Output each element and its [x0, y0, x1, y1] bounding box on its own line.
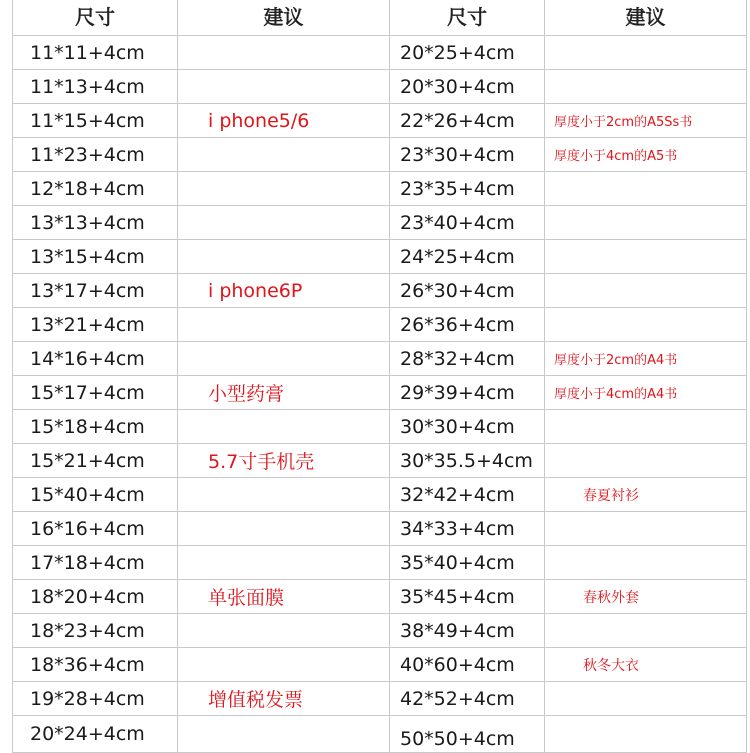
right-size-cell [390, 444, 545, 478]
left-size-cell: 11*11+4cm [13, 36, 178, 70]
table-row [13, 614, 747, 648]
right-size-text: 23*30+4cm [400, 143, 515, 166]
right-size-text: 26*36+4cm [400, 313, 515, 336]
right-suggestion-cell [545, 240, 747, 274]
table-row [13, 172, 747, 206]
right-size-cell [390, 70, 545, 104]
right-suggestion-cell [545, 682, 747, 716]
table-row [13, 274, 747, 308]
header-suggestion-right: 建议 [545, 0, 747, 36]
left-suggestion-cell: 5.7寸手机壳 [178, 444, 390, 478]
size-suggestion-table [12, 0, 747, 753]
left-size-cell: 15*17+4cm [13, 376, 178, 410]
table-row [13, 546, 747, 580]
left-size-cell: 16*16+4cm [13, 512, 178, 546]
right-suggestion-cell: 春秋外套 [545, 580, 747, 614]
left-size-cell: 13*13+4cm [13, 206, 178, 240]
right-size-cell [390, 410, 545, 444]
right-suggestion-cell [545, 716, 747, 753]
right-suggestion-cell [545, 512, 747, 546]
right-size-text: 35*45+4cm [400, 585, 515, 608]
left-suggestion-cell [178, 512, 390, 546]
left-suggestion-cell [178, 240, 390, 274]
table-row [13, 240, 747, 274]
right-suggestion-cell: 厚度小于2cm的A4书 [545, 342, 747, 376]
right-size-cell [390, 342, 545, 376]
left-suggestion-cell: 增值税发票 [178, 682, 390, 716]
left-suggestion-cell [178, 410, 390, 444]
header-row [13, 0, 747, 36]
left-size-cell: 11*13+4cm [13, 70, 178, 104]
table-row [13, 444, 747, 478]
left-suggestion-cell [178, 614, 390, 648]
left-suggestion-cell [178, 70, 390, 104]
right-size-text: 24*25+4cm [400, 245, 515, 268]
header-size-right: 尺寸 [390, 0, 545, 36]
right-suggestion-cell: 厚度小于2cm的A5Ss书 [545, 104, 747, 138]
right-size-cell [390, 648, 545, 682]
left-size-cell: 12*18+4cm [13, 172, 178, 206]
right-size-text: 32*42+4cm [400, 483, 515, 506]
right-suggestion-cell: 厚度小于4cm的A4书 [545, 376, 747, 410]
right-size-cell [390, 206, 545, 240]
header-suggestion-left: 建议 [178, 0, 390, 36]
right-size-text: 30*30+4cm [400, 415, 515, 438]
table-row [13, 138, 747, 172]
right-size-text: 40*60+4cm [400, 653, 515, 676]
table-row [13, 342, 747, 376]
right-size-text: 29*39+4cm [400, 381, 515, 404]
left-suggestion-cell [178, 206, 390, 240]
right-size-text: 34*33+4cm [400, 517, 515, 540]
right-suggestion-cell [545, 274, 747, 308]
header-size-left: 尺寸 [13, 0, 178, 36]
right-size-cell [390, 308, 545, 342]
left-suggestion-cell [178, 478, 390, 512]
right-size-cell [390, 682, 545, 716]
left-size-cell: 15*21+4cm [13, 444, 178, 478]
left-suggestion-cell [178, 138, 390, 172]
left-size-cell: 18*20+4cm [13, 580, 178, 614]
right-suggestion-cell: 春夏衬衫 [545, 478, 747, 512]
right-suggestion-cell [545, 70, 747, 104]
right-size-cell [390, 512, 545, 546]
left-size-cell: 18*36+4cm [13, 648, 178, 682]
right-size-cell [390, 614, 545, 648]
table-row [13, 478, 747, 512]
right-size-cell [390, 138, 545, 172]
table-row [13, 512, 747, 546]
right-size-text: 35*40+4cm [400, 551, 515, 574]
table-row [13, 648, 747, 682]
left-size-cell: 18*23+4cm [13, 614, 178, 648]
right-suggestion-cell [545, 410, 747, 444]
right-size-cell [390, 546, 545, 580]
right-suggestion-cell [545, 36, 747, 70]
table-row [13, 580, 747, 614]
table-row [13, 716, 747, 753]
right-size-cell [390, 274, 545, 308]
right-size-text: 28*32+4cm [400, 347, 515, 370]
right-suggestion-cell [545, 546, 747, 580]
left-suggestion-cell [178, 36, 390, 70]
left-suggestion-cell: 小型药膏 [178, 376, 390, 410]
left-suggestion-cell [178, 648, 390, 682]
right-suggestion-cell: 秋冬大衣 [545, 648, 747, 682]
left-size-cell: 19*28+4cm [13, 682, 178, 716]
right-size-text: 23*35+4cm [400, 177, 515, 200]
left-suggestion-cell [178, 172, 390, 206]
left-size-cell: 11*23+4cm [13, 138, 178, 172]
left-suggestion-cell [178, 342, 390, 376]
left-size-cell: 13*21+4cm [13, 308, 178, 342]
right-size-cell [390, 716, 545, 753]
right-suggestion-cell [545, 444, 747, 478]
right-suggestion-cell [545, 614, 747, 648]
right-suggestion-cell [545, 308, 747, 342]
right-suggestion-cell: 厚度小于4cm的A5书 [545, 138, 747, 172]
right-size-cell [390, 240, 545, 274]
right-size-cell [390, 376, 545, 410]
right-size-cell [390, 36, 545, 70]
left-size-cell: 17*18+4cm [13, 546, 178, 580]
right-size-text: 50*50+4cm [400, 728, 515, 750]
right-suggestion-cell [545, 172, 747, 206]
left-suggestion-cell: i phone5/6 [178, 104, 390, 138]
right-size-text: 38*49+4cm [400, 619, 515, 642]
left-size-cell: 15*40+4cm [13, 478, 178, 512]
right-size-text: 30*35.5+4cm [400, 449, 533, 472]
left-size-cell: 20*24+4cm [13, 716, 178, 753]
table-row [13, 206, 747, 240]
right-size-cell [390, 172, 545, 206]
right-size-text: 22*26+4cm [400, 109, 515, 132]
table-row [13, 70, 747, 104]
left-suggestion-cell: i phone6P [178, 274, 390, 308]
left-size-cell: 15*18+4cm [13, 410, 178, 444]
table-row [13, 410, 747, 444]
left-suggestion-cell [178, 308, 390, 342]
right-size-text: 20*30+4cm [400, 75, 515, 98]
table-row [13, 36, 747, 70]
left-size-cell: 14*16+4cm [13, 342, 178, 376]
left-size-cell: 11*15+4cm [13, 104, 178, 138]
right-suggestion-cell [545, 206, 747, 240]
table-row [13, 104, 747, 138]
left-size-cell: 13*15+4cm [13, 240, 178, 274]
right-size-cell [390, 478, 545, 512]
left-suggestion-cell: 单张面膜 [178, 580, 390, 614]
right-size-text: 26*30+4cm [400, 279, 515, 302]
right-size-cell [390, 580, 545, 614]
table-row [13, 308, 747, 342]
table-row [13, 376, 747, 410]
left-suggestion-cell [178, 716, 390, 753]
right-size-text: 42*52+4cm [400, 687, 515, 710]
right-size-text: 20*25+4cm [400, 41, 515, 64]
table-row [13, 682, 747, 716]
left-size-cell: 13*17+4cm [13, 274, 178, 308]
right-size-text: 23*40+4cm [400, 211, 515, 234]
right-size-cell [390, 104, 545, 138]
left-suggestion-cell [178, 546, 390, 580]
